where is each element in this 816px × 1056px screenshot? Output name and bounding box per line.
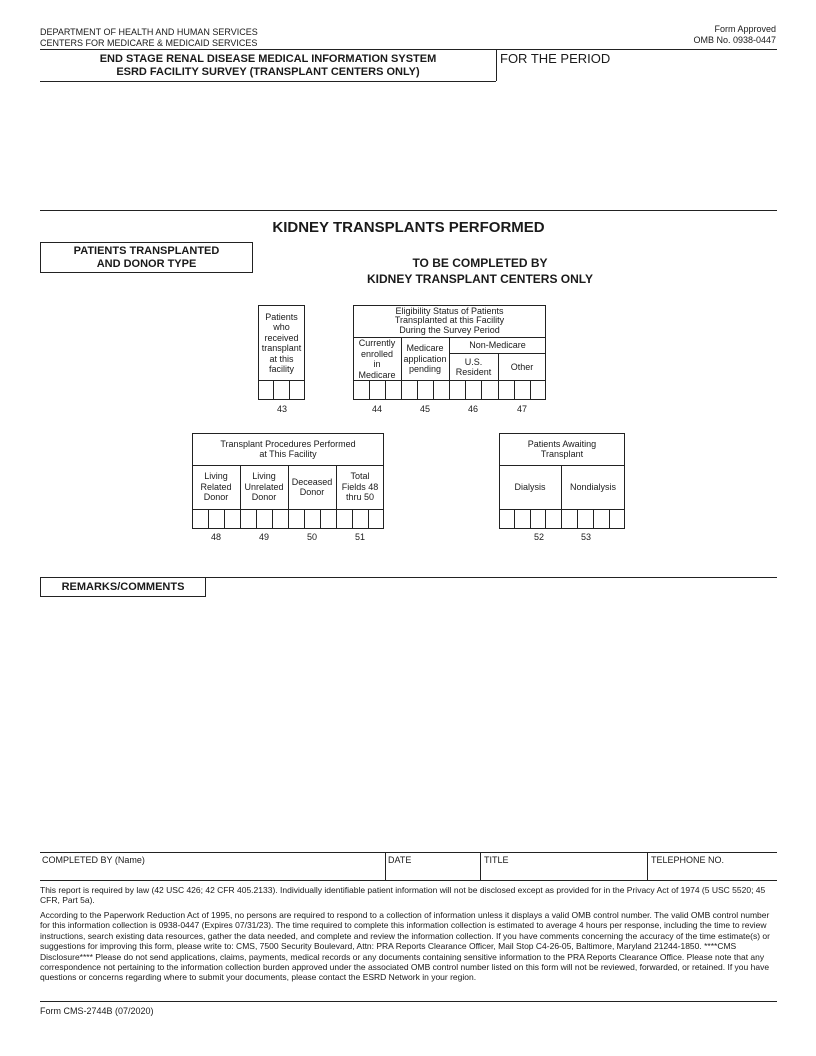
- field-44-input[interactable]: [353, 380, 401, 400]
- signature-bottom-rule: [40, 880, 777, 881]
- title-bottom-rule: [40, 81, 496, 82]
- patients-transplanted-box: [40, 242, 253, 273]
- department-line-2: CENTERS FOR MEDICARE & MEDICAID SERVICES: [40, 38, 258, 48]
- form-approved-label: Form Approved: [714, 24, 776, 34]
- field-number-53: 53: [580, 532, 591, 542]
- omb-number: OMB No. 0938-0447: [693, 35, 776, 45]
- field-52-input[interactable]: [499, 509, 561, 529]
- privacy-statement: This report is required by law (42 USC 426; 42 CFR 405.2133). Individually identifiable patient information will not be disclosed except as provided for in the Privacy Act of 1974 (5 USC 5520; 45 CFR, Part 5a).: [40, 885, 766, 906]
- instruction-line-2: KIDNEY TRANSPLANT CENTERS ONLY: [366, 272, 594, 286]
- field-number-51: 51: [354, 532, 365, 542]
- form-title-line-2: ESRD FACILITY SURVEY (TRANSPLANT CENTERS ONLY): [116, 66, 420, 78]
- field-51-input[interactable]: [336, 509, 384, 529]
- section-rule: [40, 210, 777, 211]
- field-49-input[interactable]: [240, 509, 288, 529]
- completed-by-input[interactable]: [41, 866, 384, 879]
- field-48-input[interactable]: [192, 509, 240, 529]
- procedures-header: Transplant Procedures Performed at This Facility: [220, 438, 356, 459]
- telephone-input[interactable]: [648, 866, 776, 879]
- col-deceased: Deceased Donor: [291, 476, 333, 497]
- col-other: Other: [510, 361, 534, 372]
- col-total: Total Fields 48 thru 50: [341, 471, 379, 503]
- field-number-50: 50: [306, 532, 317, 542]
- field-number-47: 47: [516, 404, 527, 414]
- col-application-pending: Medicare application pending: [403, 343, 447, 375]
- form-id: Form CMS-2744B (07/2020): [40, 1006, 154, 1016]
- remarks-label-box: [40, 577, 206, 597]
- field-45-input[interactable]: [401, 380, 449, 400]
- col-us-resident: U.S. Resident: [455, 356, 492, 377]
- col-dialysis: Dialysis: [514, 481, 546, 492]
- section-title: KIDNEY TRANSPLANTS PERFORMED: [272, 219, 545, 236]
- pra-statement: According to the Paperwork Reduction Act of 1995, no persons are required to respond to a collection of information unless it displays a valid OMB control number. The valid OMB control number for this information collection is 0938-0447 (Expires 07/31/23). The time required to complete this information collection is estimated to average 4 hours per response, including the time to review instructions, search existing data resources, gather the data needed, and complete and review the information collection. If you have comments concerning the accuracy of the time estimate(s) or suggestions for improving this form, please write to: CMS, 7500 Security Boulevard, Attn: PRA Reports Clearance Officer, Mail Stop C4-26-05, Baltimore, Maryland 21244-1850. ****CMS Disclosure**** Please do not send applications, claims, payments, medical records or any documents containing sensitive information to the PRA Reports Clearance Office. Please note that any correspondence not pertaining to the information collection burden approved under the associated OMB control number listed on this form will not be reviewed, forwarded, or retained. If you have questions or concerns regarding where to submit your documents, please contact the ESRD Network in your region.: [40, 910, 770, 983]
- field-number-46: 46: [467, 404, 478, 414]
- field-47-input[interactable]: [498, 380, 546, 400]
- header-divider: [496, 49, 497, 81]
- period-input-area[interactable]: [498, 66, 776, 208]
- patients-transplanted-line-1: PATIENTS TRANSPLANTED: [73, 245, 220, 257]
- col-living-related: Living Related Donor: [200, 471, 232, 503]
- col-nondialysis: Nondialysis: [569, 481, 617, 492]
- instruction-line-1: TO BE COMPLETED BY: [412, 256, 548, 270]
- title-input[interactable]: [481, 866, 646, 879]
- patients-transplanted-line-2: AND DONOR TYPE: [96, 258, 197, 270]
- field-number-45: 45: [419, 404, 430, 414]
- col-currently-enrolled: Currently enrolled in Medicare: [358, 338, 396, 380]
- remarks-input-area[interactable]: [40, 600, 777, 848]
- field-46-input[interactable]: [449, 380, 498, 400]
- date-label: DATE: [388, 855, 412, 865]
- patients-received-header: Patients who received transplant at this facility: [261, 311, 302, 374]
- completed-by-label: COMPLETED BY (Name): [42, 855, 145, 865]
- awaiting-header: Patients Awaiting Transplant: [527, 438, 597, 459]
- remarks-label: REMARKS/COMMENTS: [61, 581, 185, 593]
- field-number-48: 48: [210, 532, 221, 542]
- department-line-1: DEPARTMENT OF HEALTH AND HUMAN SERVICES: [40, 27, 258, 37]
- date-input[interactable]: [386, 866, 479, 879]
- col-non-medicare: Non-Medicare: [469, 340, 526, 351]
- form-title-line-1: END STAGE RENAL DISEASE MEDICAL INFORMATION SYSTEM: [99, 53, 437, 65]
- field-number-43: 43: [276, 404, 287, 414]
- telephone-label: TELEPHONE NO.: [651, 855, 725, 865]
- eligibility-header: Eligibility Status of Patients Transplanted at this Facility During the Survey Period: [394, 305, 505, 335]
- field-43-input[interactable]: [258, 380, 305, 400]
- header-rule: [40, 49, 777, 50]
- for-the-period-label: FOR THE PERIOD: [500, 51, 611, 66]
- col-living-unrelated: Living Unrelated Donor: [244, 471, 284, 503]
- field-50-input[interactable]: [288, 509, 336, 529]
- title-label: TITLE: [484, 855, 509, 865]
- field-53-input[interactable]: [561, 509, 625, 529]
- footer-rule: [40, 1001, 777, 1002]
- field-number-49: 49: [258, 532, 269, 542]
- field-number-52: 52: [533, 532, 544, 542]
- field-number-44: 44: [371, 404, 382, 414]
- signature-top-rule: [40, 852, 777, 853]
